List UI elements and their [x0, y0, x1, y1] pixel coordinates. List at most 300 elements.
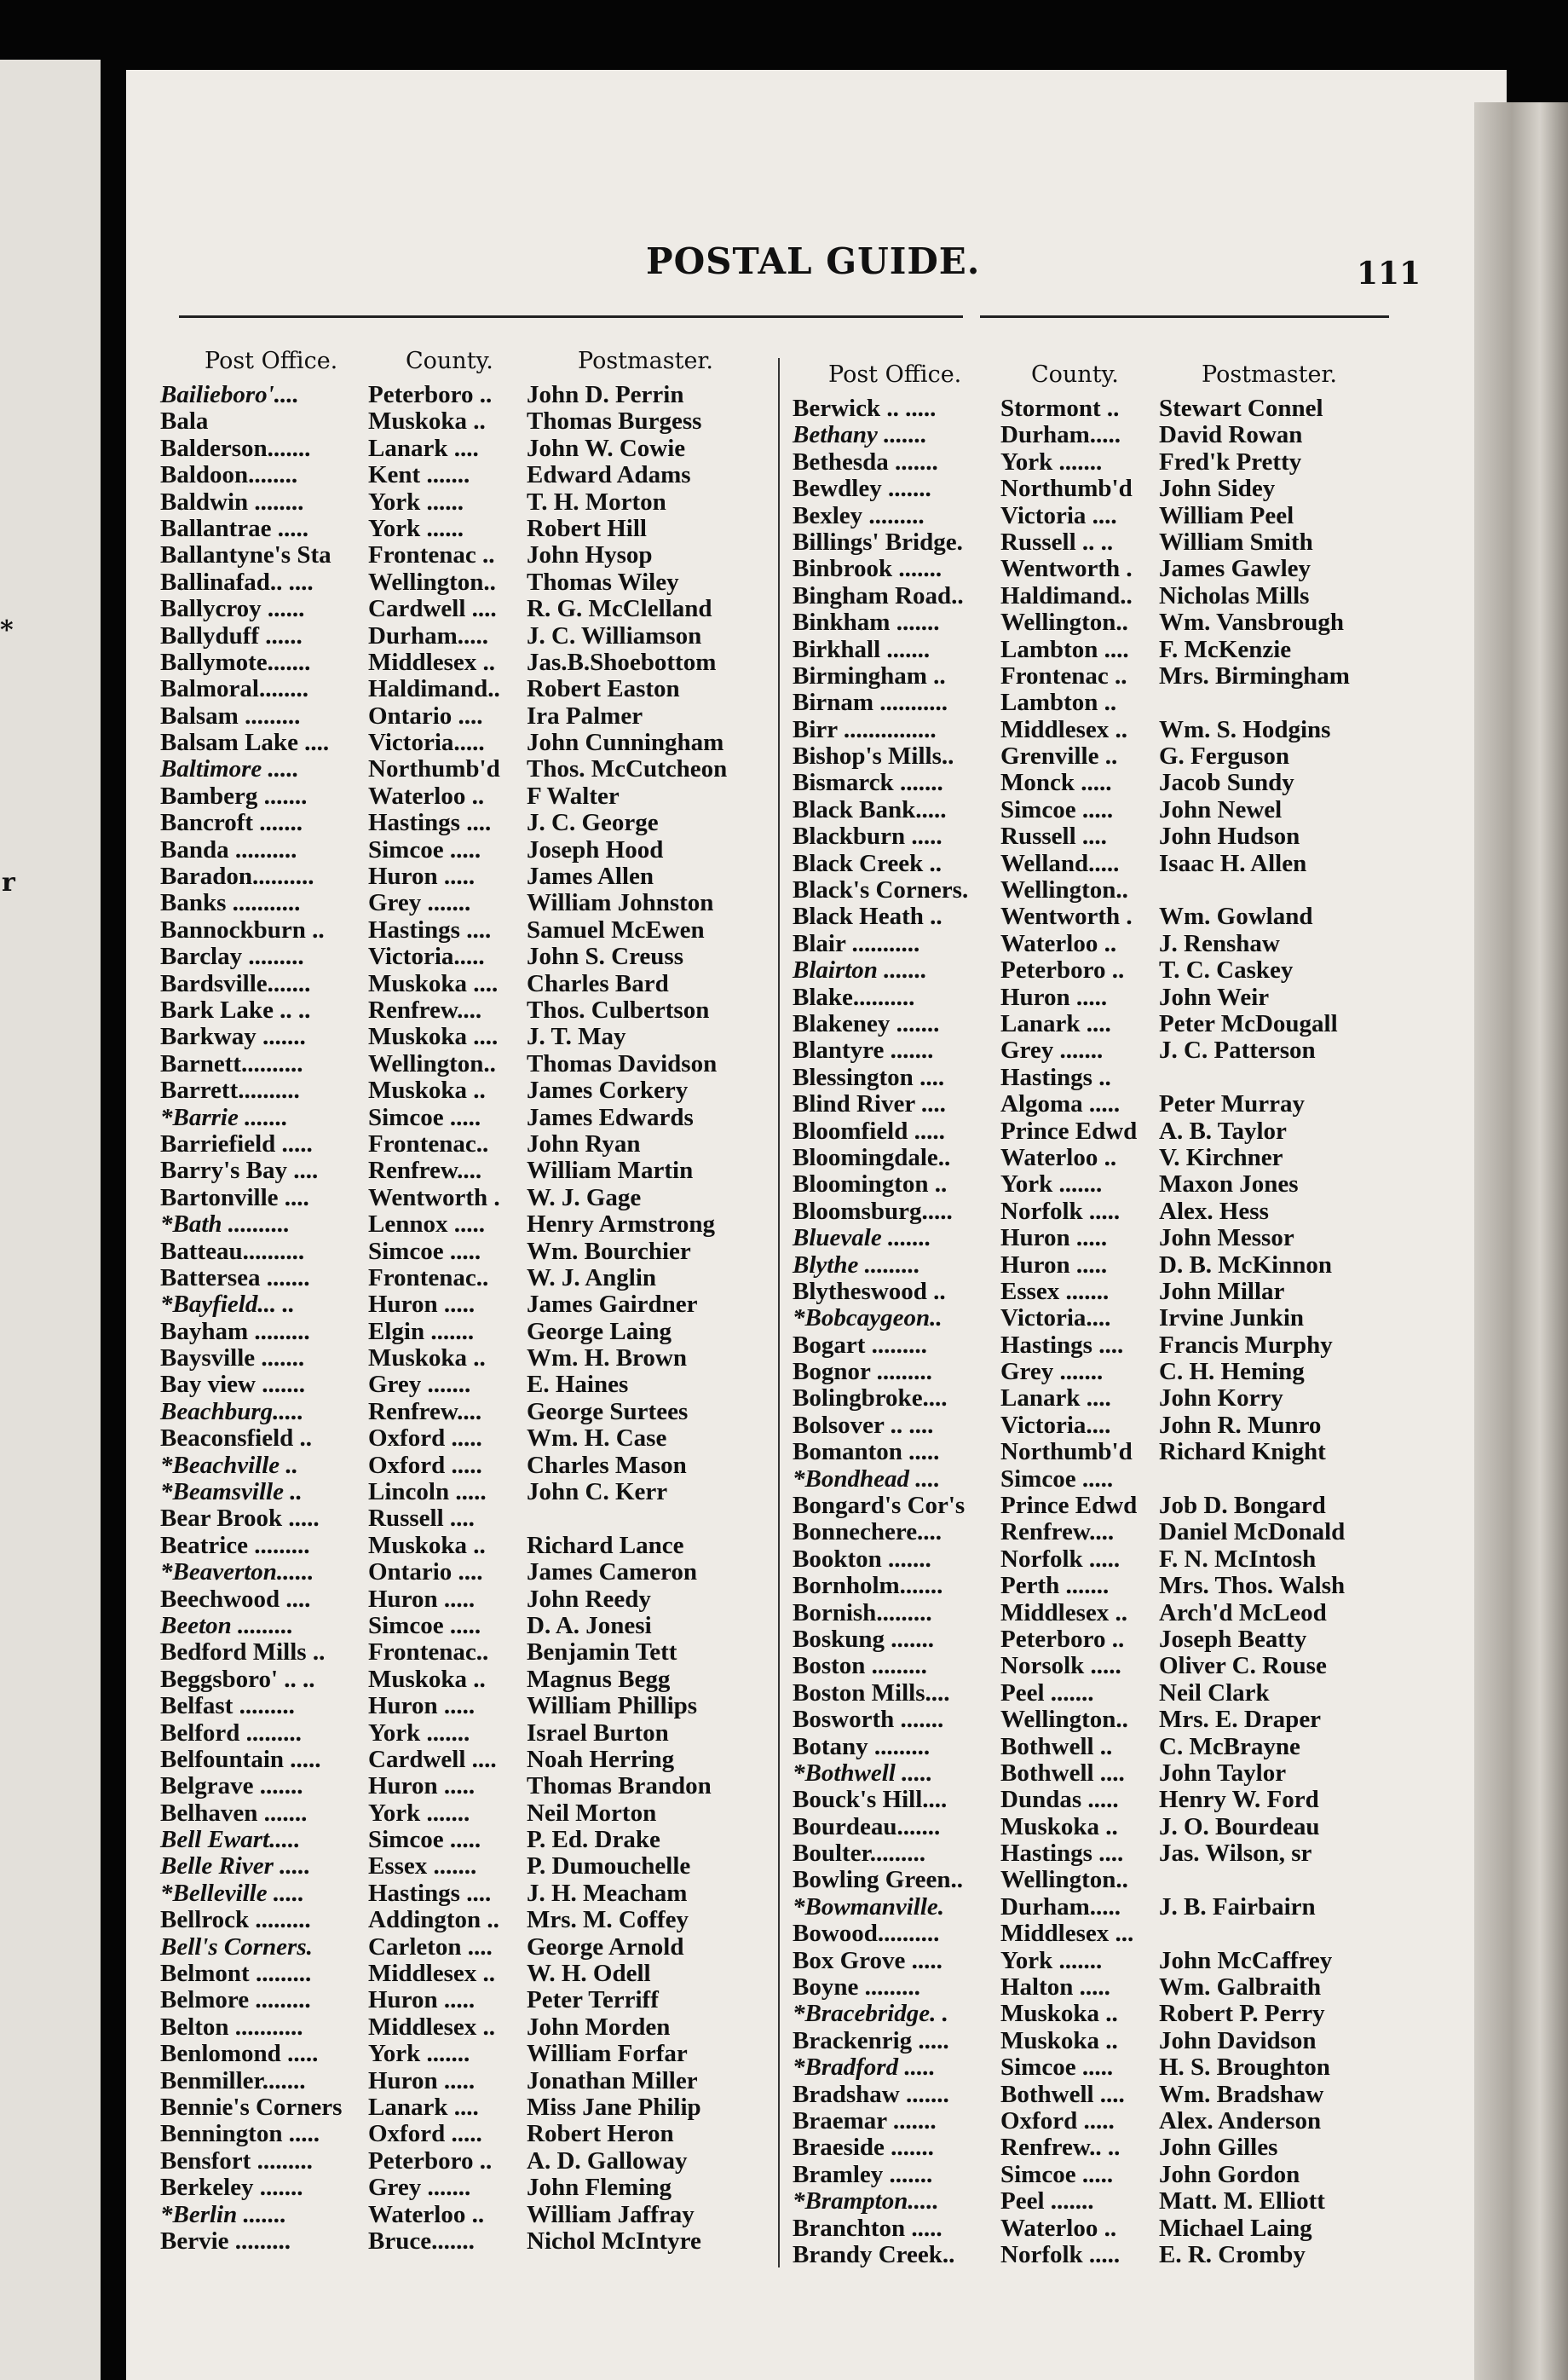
- postmaster-name: William Peel: [1159, 501, 1294, 529]
- list-item: [160, 1345, 808, 1372]
- postmaster-name: Wm. Bourchier: [527, 1237, 691, 1265]
- county-name: Elgin .......: [368, 1317, 475, 1345]
- county-name: York .......: [368, 2040, 470, 2068]
- margin-mark-asterisk: *: [0, 615, 14, 645]
- post-office-name: Balsam Lake ....: [160, 729, 330, 757]
- postmaster-name: Francis Murphy: [1159, 1331, 1333, 1359]
- postmaster-name: Wm. Gowland: [1159, 903, 1313, 931]
- postmaster-name: C. McBrayne: [1159, 1732, 1300, 1760]
- postmaster-name: John Davidson: [1159, 2026, 1317, 2054]
- postmaster-name: J. T. May: [527, 1023, 626, 1051]
- postmaster-name: Mrs. M. Coffey: [527, 1906, 689, 1934]
- county-name: Dundas .....: [1000, 1786, 1119, 1814]
- post-office-name: Blair ...........: [793, 929, 920, 957]
- postmaster-name: Robert Hill: [527, 514, 647, 542]
- header-post-office: Post Office.: [828, 361, 962, 388]
- county-name: Peterboro ..: [1000, 1625, 1125, 1653]
- post-office-name: Ballantrae .....: [160, 514, 308, 542]
- county-name: Durham.....: [1000, 421, 1121, 449]
- list-item: [160, 864, 808, 890]
- post-office-name: Bornish.........: [793, 1598, 932, 1626]
- county-name: Waterloo ..: [1000, 1143, 1117, 1171]
- list-item: [160, 1265, 808, 1291]
- post-office-name: Bourdeau.......: [793, 1812, 941, 1840]
- county-name: Victoria.....: [368, 729, 485, 757]
- post-office-name: Bamberg .......: [160, 782, 308, 810]
- post-office-name: *Bradford .....: [793, 2054, 936, 2082]
- list-item: [160, 1372, 808, 1398]
- postmaster-name: D. A. Jonesi: [527, 1611, 652, 1639]
- county-name: Russell .. ..: [1000, 528, 1114, 556]
- county-name: Hastings ....: [368, 916, 492, 944]
- postmaster-name: Fred'k Pretty: [1159, 448, 1302, 476]
- post-office-name: Baldwin ........: [160, 488, 304, 516]
- postmaster-name: J. C. Williamson: [527, 621, 702, 650]
- page-stack-edge: [1474, 102, 1568, 2380]
- post-office-name: Belton ...........: [160, 2013, 303, 2041]
- post-office-name: Blytheswood ..: [793, 1277, 946, 1305]
- post-office-name: Bervie .........: [160, 2227, 291, 2255]
- list-item: [160, 1185, 808, 1211]
- list-item: [793, 1867, 1440, 1893]
- list-item: [160, 436, 808, 462]
- list-item: [160, 944, 808, 970]
- postmaster-name: John C. Kerr: [527, 1478, 668, 1506]
- list-item: [793, 529, 1440, 556]
- list-item: [160, 783, 808, 810]
- post-office-name: *Beachville ..: [160, 1451, 298, 1479]
- list-item: [160, 462, 808, 488]
- county-name: Grey .......: [368, 1371, 471, 1399]
- post-office-name: Bognor .........: [793, 1358, 932, 1386]
- list-item: [793, 1118, 1440, 1145]
- post-office-name: Black Bank.....: [793, 795, 947, 823]
- book-gutter: [101, 60, 126, 2380]
- list-item: [793, 1974, 1440, 2001]
- postmaster-name: Charles Mason: [527, 1451, 687, 1479]
- postmaster-name: Edward Adams: [527, 461, 691, 489]
- post-office-name: Baldoon........: [160, 461, 298, 489]
- post-office-name: Bismarck .......: [793, 769, 943, 797]
- list-item: [793, 1600, 1440, 1626]
- post-office-name: Bingham Road..: [793, 581, 964, 609]
- list-item: [793, 985, 1440, 1011]
- list-item: [793, 1225, 1440, 1251]
- list-item: [793, 690, 1440, 716]
- county-name: Halton .....: [1000, 1973, 1110, 2002]
- postmaster-name: Alex. Hess: [1159, 1197, 1269, 1225]
- county-name: Muskoka ..: [368, 1531, 486, 1559]
- county-name: Wentworth .: [1000, 903, 1133, 931]
- postmaster-name: Wm. H. Brown: [527, 1344, 687, 1372]
- postmaster-name: Robert P. Perry: [1159, 2000, 1325, 2028]
- county-name: Hastings ....: [1000, 1840, 1124, 1868]
- post-office-name: Bonnechere....: [793, 1518, 943, 1546]
- postmaster-name: P. Ed. Drake: [527, 1826, 660, 1854]
- county-name: Victoria....: [1000, 1304, 1111, 1332]
- list-item: [793, 1305, 1440, 1332]
- list-item: [160, 1533, 808, 1559]
- post-office-name: Bardsville.......: [160, 969, 311, 997]
- postmaster-name: A. B. Taylor: [1159, 1117, 1287, 1145]
- list-item: [793, 476, 1440, 502]
- postmaster-name: G. Ferguson: [1159, 742, 1290, 771]
- county-name: Muskoka ..: [1000, 1812, 1118, 1840]
- post-office-name: *Bothwell .....: [793, 1759, 933, 1787]
- postmaster-name: D. B. McKinnon: [1159, 1251, 1333, 1279]
- postmaster-name: Daniel McDonald: [1159, 1518, 1346, 1546]
- post-office-name: Birmingham ..: [793, 661, 946, 690]
- county-name: Waterloo ..: [1000, 929, 1117, 957]
- post-office-name: Bark Lake .. ..: [160, 996, 311, 1024]
- list-item: [793, 583, 1440, 609]
- post-office-name: Belmont .........: [160, 1960, 312, 1988]
- post-office-name: Blackburn .....: [793, 823, 943, 851]
- post-office-name: Belmore .........: [160, 1986, 311, 2014]
- county-name: Wellington..: [1000, 1706, 1128, 1734]
- county-name: Bruce.......: [368, 2227, 475, 2255]
- county-name: Durham.....: [368, 621, 488, 650]
- post-office-name: Bowood..........: [793, 1920, 940, 1948]
- post-office-name: Boyne .........: [793, 1973, 920, 2002]
- list-item: [793, 1359, 1440, 1385]
- postmaster-name: Neil Morton: [527, 1799, 657, 1827]
- county-name: Lincoln .....: [368, 1478, 487, 1506]
- postmaster-name: John S. Creuss: [527, 943, 683, 971]
- post-office-name: Beeton .........: [160, 1611, 294, 1639]
- post-office-name: Binkham .......: [793, 609, 940, 637]
- post-office-name: Bexley .........: [793, 501, 925, 529]
- list-item: [793, 2242, 1440, 2268]
- list-item: [160, 1505, 808, 1532]
- list-item: [160, 1613, 808, 1639]
- list-item: [160, 1907, 808, 1933]
- county-name: Wentworth .: [1000, 555, 1133, 583]
- list-item: [793, 1466, 1440, 1493]
- county-name: Simcoe .....: [1000, 2054, 1114, 2082]
- post-office-name: Balsam .........: [160, 702, 301, 730]
- county-name: Cardwell ....: [368, 1745, 497, 1773]
- postmaster-name: Henry Armstrong: [527, 1210, 715, 1239]
- county-name: Muskoka ..: [368, 1344, 486, 1372]
- post-office-name: Battersea .......: [160, 1263, 310, 1291]
- list-item: [160, 1693, 808, 1719]
- post-office-name: Barkway .......: [160, 1023, 306, 1051]
- county-name: Huron .....: [368, 1692, 476, 1720]
- post-office-name: Beechwood ....: [160, 1585, 311, 1613]
- county-name: Lennox .....: [368, 1210, 485, 1239]
- list-item: [793, 1252, 1440, 1279]
- list-item: [160, 1158, 808, 1184]
- postmaster-name: Thomas Burgess: [527, 407, 702, 436]
- post-office-name: *Beamsville ..: [160, 1478, 303, 1506]
- header-county: County.: [406, 348, 493, 374]
- postmaster-name: Peter McDougall: [1159, 1009, 1338, 1037]
- list-item: [793, 1894, 1440, 1921]
- county-name: Hastings ....: [368, 809, 492, 837]
- postmaster-name: William Johnston: [527, 889, 714, 917]
- list-item: [793, 1037, 1440, 1064]
- post-office-name: Box Grove .....: [793, 1946, 943, 1974]
- county-name: Simcoe .....: [368, 835, 481, 864]
- post-office-name: Balderson.......: [160, 434, 311, 462]
- list-item: [160, 676, 808, 702]
- postmaster-name: John Morden: [527, 2013, 671, 2041]
- county-name: Muskoka ..: [368, 407, 486, 436]
- list-item: [793, 851, 1440, 877]
- post-office-name: Black Creek ..: [793, 849, 943, 877]
- postmaster-name: Peter Murray: [1159, 1090, 1305, 1118]
- list-item: [793, 1921, 1440, 1947]
- postmaster-name: Job D. Bongard: [1159, 1492, 1326, 1520]
- post-office-name: Berwick .. .....: [793, 395, 937, 422]
- postmaster-name: Jas.B.Shoebottom: [527, 648, 717, 676]
- postmaster-name: John Hudson: [1159, 823, 1300, 851]
- list-item: [160, 1105, 808, 1131]
- post-office-name: Beachburg.....: [160, 1397, 304, 1425]
- list-item: [793, 1171, 1440, 1198]
- county-name: Simcoe .....: [1000, 1464, 1114, 1493]
- list-item: [793, 1573, 1440, 1599]
- post-office-name: Belle River .....: [160, 1852, 311, 1880]
- list-item: [160, 1211, 808, 1238]
- postmaster-name: W. J. Anglin: [527, 1263, 657, 1291]
- postmaster-name: John Gilles: [1159, 2134, 1278, 2162]
- post-office-name: Barnett..........: [160, 1049, 303, 1077]
- page-number: 111: [1357, 256, 1421, 292]
- county-name: Middlesex ..: [368, 2013, 496, 2041]
- postmaster-name: Jas. Wilson, sr: [1159, 1840, 1312, 1868]
- list-item: [160, 837, 808, 864]
- postmaster-name: Thomas Davidson: [527, 1049, 718, 1077]
- post-office-name: Bethany .......: [793, 421, 927, 449]
- post-office-name: Bouck's Hill....: [793, 1786, 948, 1814]
- postmaster-name: John Korry: [1159, 1384, 1283, 1412]
- postmaster-name: Neil Clark: [1159, 1678, 1270, 1707]
- post-office-name: *Brampton.....: [793, 2187, 939, 2215]
- post-office-name: Bloomingdale..: [793, 1143, 951, 1171]
- postmaster-name: J. H. Meacham: [527, 1879, 688, 1907]
- list-item: [160, 1853, 808, 1880]
- list-item: [160, 516, 808, 542]
- county-name: Northumb'd: [1000, 1438, 1133, 1466]
- list-item: [160, 1934, 808, 1961]
- county-name: Huron .....: [368, 863, 476, 891]
- post-office-name: Brackenrig .....: [793, 2026, 949, 2054]
- postmaster-name: Irvine Junkin: [1159, 1304, 1305, 1332]
- post-office-name: Bailieboro'....: [160, 381, 299, 408]
- post-office-name: Barry's Bay ....: [160, 1157, 319, 1185]
- list-item: [793, 1519, 1440, 1545]
- postmaster-name: John Messor: [1159, 1224, 1294, 1252]
- list-item: [793, 556, 1440, 582]
- county-name: Norfolk .....: [1000, 1545, 1121, 1573]
- postmaster-name: John Taylor: [1159, 1759, 1287, 1787]
- list-item: [793, 449, 1440, 476]
- county-name: Wellington..: [368, 1049, 496, 1077]
- post-office-name: Baysville .......: [160, 1344, 305, 1372]
- list-item: [793, 1734, 1440, 1760]
- county-name: Simcoe .....: [368, 1611, 481, 1639]
- county-name: Grey .......: [368, 889, 471, 917]
- county-name: Northumb'd: [368, 755, 500, 783]
- list-item: [793, 2054, 1440, 2081]
- county-name: Ontario ....: [368, 1558, 483, 1586]
- postmaster-name: William Smith: [1159, 528, 1313, 556]
- county-name: Addington ..: [368, 1906, 499, 1934]
- post-office-name: Branchton .....: [793, 2214, 943, 2242]
- post-office-name: Blake..........: [793, 983, 915, 1011]
- county-name: Renfrew....: [368, 1397, 482, 1425]
- postmaster-name: Thos. Culbertson: [527, 996, 710, 1024]
- postmaster-name: John Weir: [1159, 983, 1270, 1011]
- post-office-name: Ballinafad.. ....: [160, 568, 314, 596]
- postmaster-name: James Corkery: [527, 1077, 689, 1105]
- list-item: [160, 1479, 808, 1505]
- postmaster-name: Robert Heron: [527, 2120, 674, 2148]
- list-item: [793, 904, 1440, 930]
- county-name: Victoria.....: [368, 943, 485, 971]
- list-item: [160, 730, 808, 756]
- county-name: Monck .....: [1000, 769, 1112, 797]
- county-name: Muskoka ....: [368, 969, 499, 997]
- list-item: [793, 2134, 1440, 2161]
- list-item: [793, 1814, 1440, 1840]
- list-item: [160, 810, 808, 836]
- county-name: Simcoe .....: [1000, 2160, 1114, 2188]
- list-item: [793, 422, 1440, 448]
- post-office-name: Binbrook .......: [793, 555, 943, 583]
- list-item: [160, 1239, 808, 1265]
- post-office-name: Boston .........: [793, 1652, 927, 1680]
- county-name: York .......: [368, 1719, 470, 1747]
- list-item: [160, 1747, 808, 1773]
- postmaster-name: Nicholas Mills: [1159, 581, 1310, 609]
- county-name: Middlesex ...: [1000, 1920, 1134, 1948]
- postmaster-name: Thos. McCutcheon: [527, 755, 728, 783]
- county-name: Haldimand..: [368, 675, 500, 703]
- list-item: [793, 1199, 1440, 1225]
- county-name: Renfrew....: [368, 1157, 482, 1185]
- county-name: Huron .....: [1000, 1251, 1108, 1279]
- right-entries: [793, 396, 1440, 2268]
- county-name: Peel .......: [1000, 2187, 1094, 2215]
- list-item: [793, 396, 1440, 422]
- county-name: York ......: [368, 514, 464, 542]
- post-office-name: Belfountain .....: [160, 1745, 321, 1773]
- post-office-name: Balmoral........: [160, 675, 308, 703]
- postmaster-name: J. O. Bourdeau: [1159, 1812, 1320, 1840]
- left-column: [160, 348, 808, 2255]
- post-office-name: Bartonville ....: [160, 1183, 309, 1211]
- post-office-name: Baradon..........: [160, 863, 314, 891]
- county-name: Frontenac ..: [368, 541, 495, 569]
- list-item: [793, 1680, 1440, 1707]
- postmaster-name: Mrs. Thos. Walsh: [1159, 1572, 1346, 1600]
- list-item: [160, 971, 808, 997]
- county-name: Huron .....: [368, 1772, 476, 1800]
- post-office-name: Ballantyne's Sta: [160, 541, 331, 569]
- list-item: [793, 2082, 1440, 2108]
- county-name: Oxford .....: [368, 2120, 482, 2148]
- postmaster-name: A. D. Galloway: [527, 2146, 688, 2175]
- postmaster-name: Alex. Anderson: [1159, 2107, 1322, 2134]
- list-item: [793, 1546, 1440, 1573]
- list-item: [160, 1077, 808, 1104]
- postmaster-name: William Jaffray: [527, 2200, 695, 2228]
- list-item: [160, 2094, 808, 2121]
- county-name: Wentworth .: [368, 1183, 500, 1211]
- county-name: Bothwell ....: [1000, 1759, 1125, 1787]
- county-name: Welland.....: [1000, 849, 1120, 877]
- post-office-name: Bell Ewart.....: [160, 1826, 301, 1854]
- list-item: [160, 1399, 808, 1425]
- county-name: Carleton ....: [368, 1932, 493, 1961]
- postmaster-name: P. Dumouchelle: [527, 1852, 691, 1880]
- list-item: [160, 1639, 808, 1666]
- postmaster-name: John Newel: [1159, 795, 1283, 823]
- county-name: Hastings ....: [368, 1879, 492, 1907]
- county-name: Hastings ..: [1000, 1063, 1111, 1091]
- county-name: Durham.....: [1000, 1892, 1121, 1921]
- column-header: [160, 348, 808, 382]
- county-name: Bothwell ..: [1000, 1732, 1113, 1760]
- county-name: Peterboro ..: [368, 381, 493, 408]
- post-office-name: Brandy Creek..: [793, 2240, 955, 2268]
- postmaster-name: F. N. McIntosh: [1159, 1545, 1317, 1573]
- postmaster-name: W. J. Gage: [527, 1183, 642, 1211]
- postmaster-name: Mrs. Birmingham: [1159, 661, 1350, 690]
- postmaster-name: George Arnold: [527, 1932, 684, 1961]
- header-rule-right: [980, 315, 1389, 318]
- post-office-name: Beaconsfield ..: [160, 1424, 313, 1453]
- list-item: [160, 1827, 808, 1853]
- post-office-name: Bongard's Cor's: [793, 1492, 966, 1520]
- list-item: [160, 489, 808, 516]
- list-item: [160, 542, 808, 569]
- list-item: [160, 1586, 808, 1613]
- county-name: Grenville ..: [1000, 742, 1118, 771]
- list-item: [793, 1948, 1440, 1974]
- postmaster-name: John Sidey: [1159, 475, 1276, 503]
- county-name: Frontenac..: [368, 1263, 489, 1291]
- list-item: [793, 770, 1440, 796]
- county-name: Huron .....: [368, 1986, 476, 2014]
- postmaster-name: George Laing: [527, 1317, 672, 1345]
- list-item: [793, 1011, 1440, 1037]
- list-item: [793, 1412, 1440, 1439]
- county-name: Middlesex ..: [1000, 715, 1128, 743]
- postmaster-name: William Phillips: [527, 1692, 698, 1720]
- postmaster-name: John McCaffrey: [1159, 1946, 1333, 1974]
- postmaster-name: J. C. Patterson: [1159, 1037, 1316, 1065]
- left-entries: [160, 382, 808, 2255]
- county-name: Lanark ....: [368, 2094, 479, 2121]
- header-county: County.: [1031, 361, 1119, 388]
- postmaster-name: R. G. McClelland: [527, 595, 712, 623]
- list-item: [160, 1667, 808, 1693]
- county-name: Muskoka ....: [368, 1023, 499, 1051]
- post-office-name: Bay view .......: [160, 1371, 305, 1399]
- list-item: [793, 637, 1440, 663]
- list-item: [160, 408, 808, 435]
- list-item: [793, 957, 1440, 984]
- postmaster-name: W. H. Odell: [527, 1960, 651, 1988]
- postmaster-name: H. S. Broughton: [1159, 2054, 1330, 2082]
- list-item: [793, 609, 1440, 636]
- county-name: Huron .....: [368, 1585, 476, 1613]
- county-name: Simcoe .....: [368, 1103, 481, 1131]
